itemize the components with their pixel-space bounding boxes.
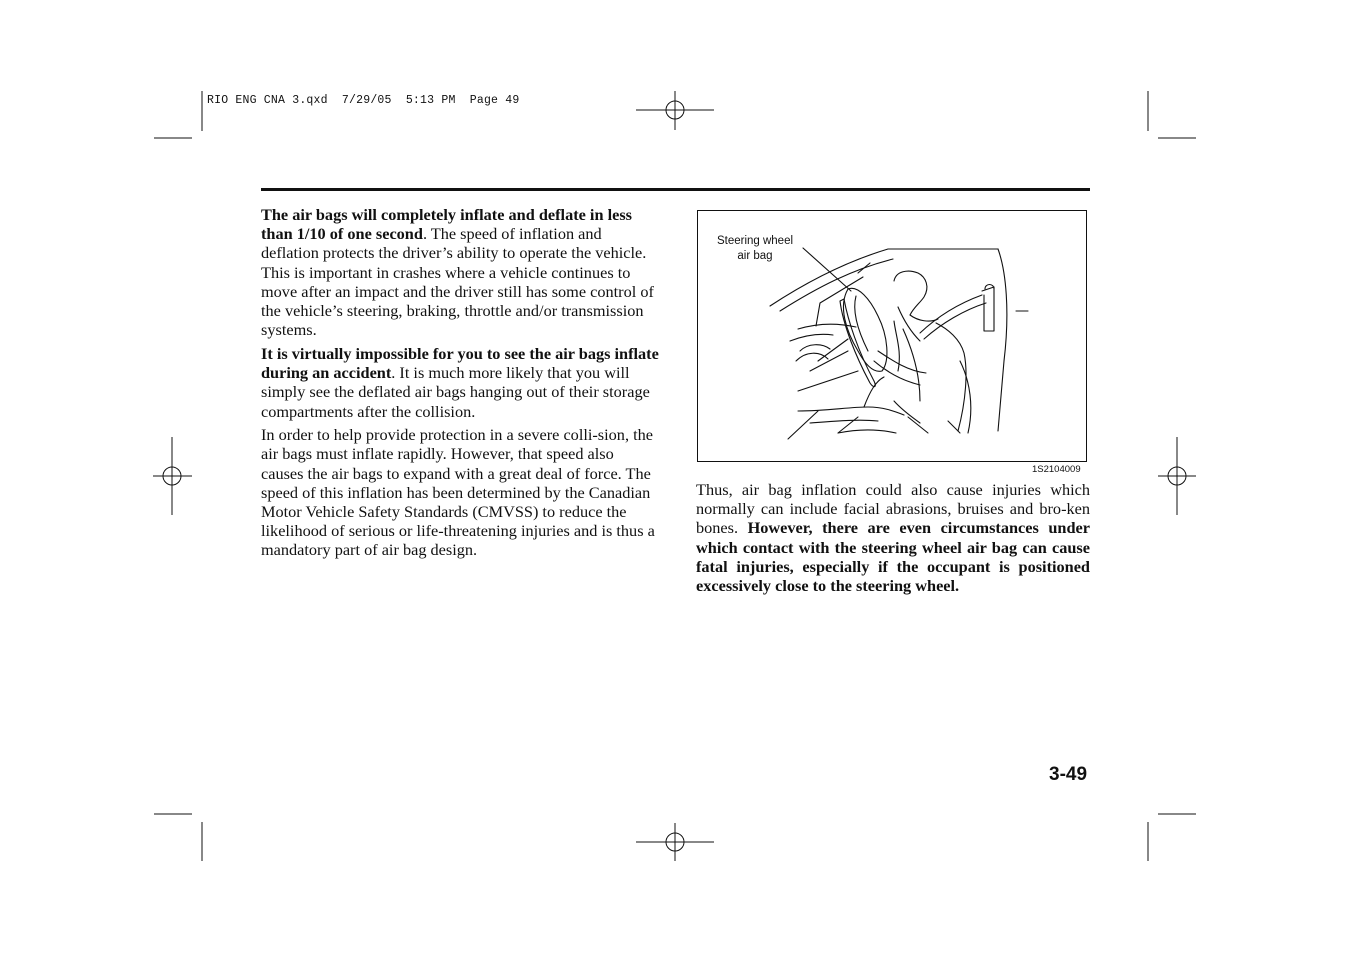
airbag-illustration xyxy=(697,210,1087,462)
bold-lead: The air bags will completely inflate and deflate in less than 1/10 of one second xyxy=(261,205,632,244)
left-column xyxy=(261,205,659,560)
header-rule xyxy=(261,188,1090,191)
figure-code: 1S2104009 xyxy=(1032,464,1081,475)
driver-airbag-drawing xyxy=(698,211,1086,461)
paragraph-inflation-speed xyxy=(261,205,659,339)
paragraph-visibility xyxy=(261,344,659,421)
paragraph-cmvss: In order to help provide protection in a severe colli-sion, the air bags must inflate rapidly. However, that speed also causes the air bags to expand with a great deal of force. The speed of this inflation has been determined by the Canadian Motor Vehicle Safety Standards (CMVSS) to reduce the likelihood of serious or life-threatening injuries and is thus a mandatory part of air bag design. xyxy=(261,425,655,560)
body-text: . It is much more likely that you will simply see the deflated air bags hanging out of their storage compartments after the collision. xyxy=(261,363,650,421)
paragraph-injuries xyxy=(696,480,1090,595)
body-text: Thus, air bag inflation could also cause injuries which normally can include facial abrasions, bruises and bro-ken bones. xyxy=(696,480,1090,538)
print-slug: RIO ENG CNA 3.qxd 7/29/05 5:13 PM Page 49 xyxy=(207,94,520,107)
page-number: 3-49 xyxy=(1049,764,1088,785)
bold-warning: However, there are even circumstances under which contact with the steering wheel air bag can cause fatal injuries, especially if the occupant is positioned excessively close to the steering wheel. xyxy=(696,518,1090,596)
bold-lead: It is virtually impossible for you to see the air bags inflate during an accident xyxy=(261,343,659,383)
body-text: . The speed of inflation and deflation protects the driver’s ability to operate the vehicle. This is important in crashes where a vehicle continues to move after an impact and the driver still has some control of the vehicle’s steering, braking, throttle and/or transmission systems. xyxy=(261,224,654,340)
figure-callout-label: Steering wheel air bag xyxy=(716,235,794,262)
right-column xyxy=(696,480,1090,595)
